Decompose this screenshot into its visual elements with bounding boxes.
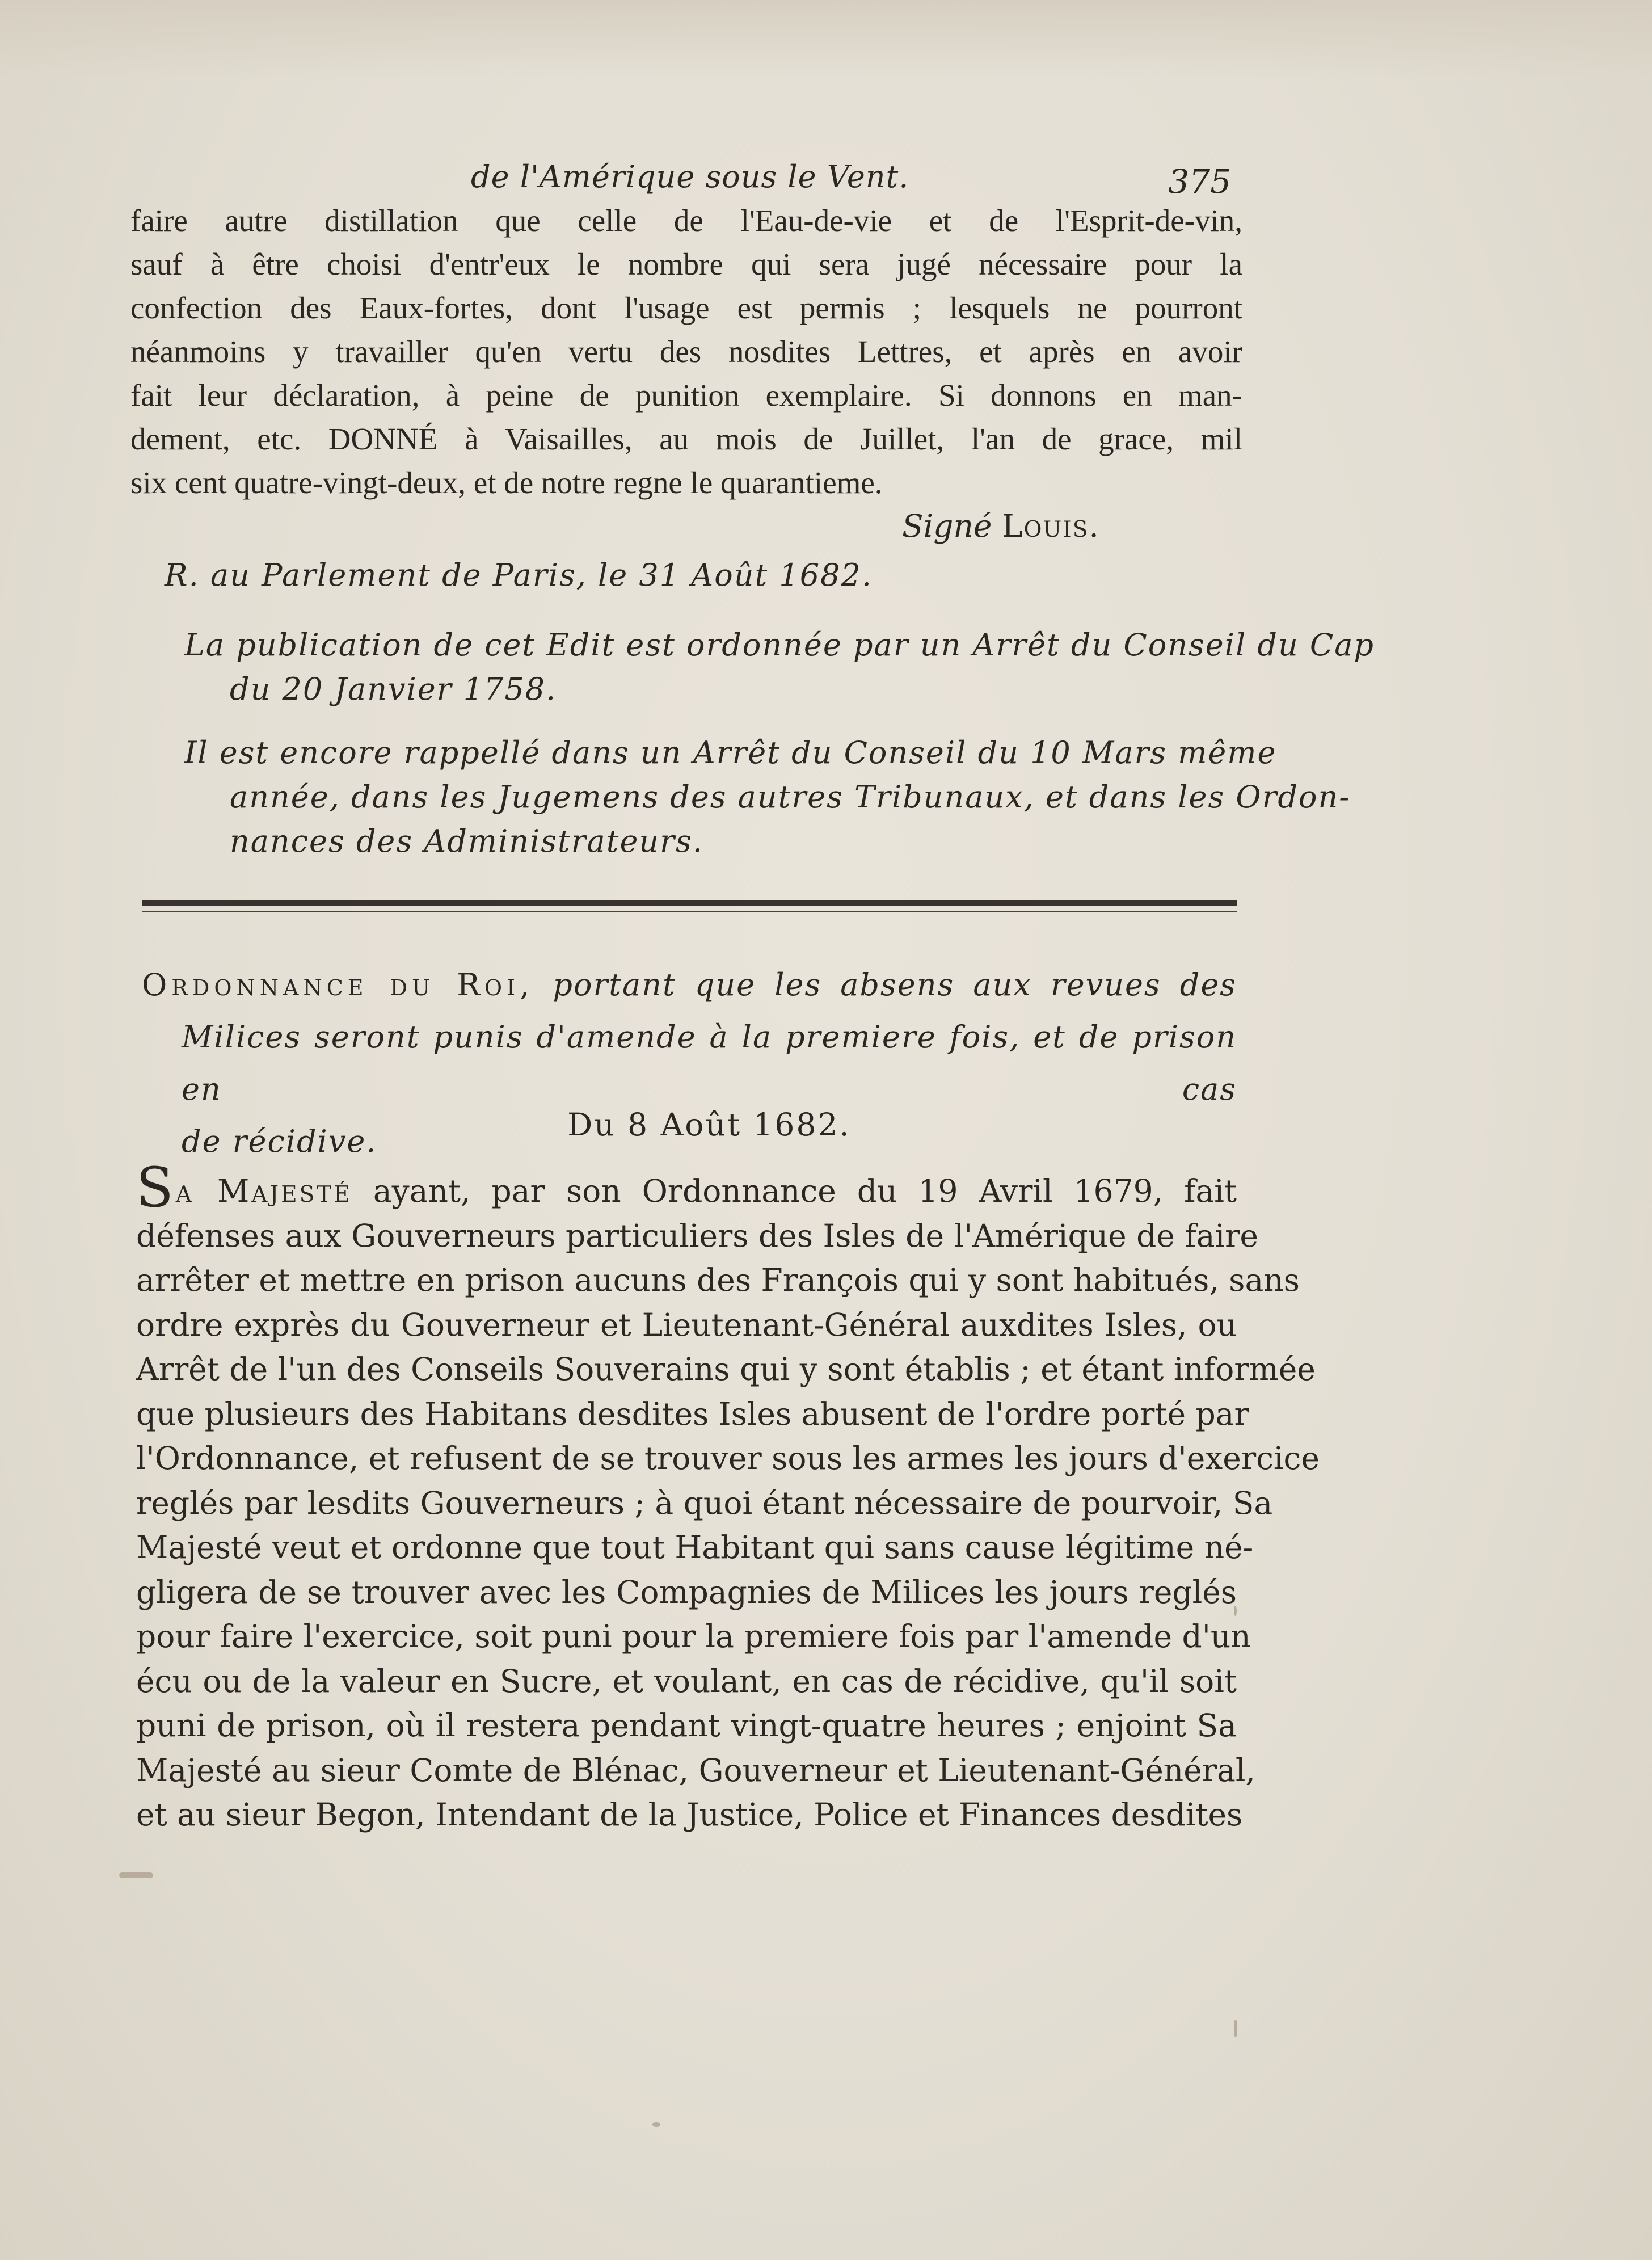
ordonnance-date: Du 8 Août 1682. xyxy=(567,1106,851,1143)
signature xyxy=(902,508,1100,544)
text-line: confection des Eaux-fortes, dont l'usage est permis ; lesquels ne pourront xyxy=(130,291,1242,325)
edit-continuation xyxy=(130,199,1242,504)
running-title: de l'Amérique sous le Vent. xyxy=(471,159,909,195)
drop-cap: S xyxy=(136,1156,174,1219)
paper-stain xyxy=(0,0,1652,79)
signature-signe: Signé xyxy=(902,508,992,544)
text-line: arrêter et mettre en prison aucuns des François qui y sont habitués, sans xyxy=(136,1262,1300,1298)
ordonnance-title-line xyxy=(142,959,1237,1011)
text-line: Majesté veut et ordonne que tout Habitant qui sans cause légitime né- xyxy=(136,1529,1254,1565)
reminder-line: nances des Administrateurs. xyxy=(230,823,703,859)
publication-line: du 20 Janvier 1758. xyxy=(230,671,557,707)
ordonnance-title-rest: portant que les absens aux revues des xyxy=(553,967,1237,1003)
ordonnance-title-smallcaps: Ordonnance du Roi, xyxy=(142,967,534,1003)
reminder-line: Il est encore rappellé dans un Arrêt du Conseil du 10 Mars même xyxy=(184,735,1277,771)
text-line xyxy=(136,1156,1237,1219)
signature-name: Louis. xyxy=(1001,508,1100,544)
text-line: fait leur déclaration, à peine de punition exemplaire. Si donnons en man- xyxy=(130,378,1242,413)
text-line: défenses aux Gouverneurs particuliers des Isles de l'Amérique de faire xyxy=(136,1217,1258,1254)
publication-note xyxy=(184,623,1375,712)
text-line: Majesté au sieur Comte de Blénac, Gouverneur et Lieutenant-Général, xyxy=(136,1752,1255,1788)
ordonnance-title-line: Milices seront punis d'amende à la premiere fois, et de prison en cas xyxy=(182,1019,1237,1107)
page-number: 375 xyxy=(1168,162,1231,201)
text-line: puni de prison, où il restera pendant vingt-quatre heures ; enjoint Sa xyxy=(136,1707,1237,1744)
text-line: et au sieur Begon, Intendant de la Justice, Police et Finances desdites xyxy=(136,1796,1243,1833)
text-line: ordre exprès du Gouverneur et Lieutenant-Général auxdites Isles, ou xyxy=(136,1306,1237,1343)
registration-note xyxy=(165,553,873,597)
reminder-line: année, dans les Jugemens des autres Tribunaux, et dans les Ordon- xyxy=(230,779,1351,815)
registration-text: R. au Parlement de Paris, le 31 Août 1682. xyxy=(165,557,873,593)
text-line: sauf à être choisi d'entr'eux le nombre qui sera jugé nécessaire pour la xyxy=(130,247,1242,281)
publication-line: La publication de cet Edit est ordonnée par un Arrêt du Conseil du Cap xyxy=(184,627,1375,663)
edit-paragraph xyxy=(130,199,1242,504)
text-line: dement, etc. DONNÉ à Vaisailles, au mois de Juillet, l'an de grace, mil xyxy=(130,422,1242,456)
text-line: écu ou de la valeur en Sucre, et voulant, en cas de récidive, qu'il soit xyxy=(136,1663,1237,1699)
reminder-note xyxy=(184,731,1351,864)
text-line: néanmoins y travailler qu'en vertu des nosdites Lettres, et après en avoir xyxy=(130,334,1242,369)
running-head xyxy=(130,159,1242,199)
text-line: six cent quatre-vingt-deux, et de notre regne le quarantieme. xyxy=(130,465,883,500)
ordonnance-body xyxy=(136,1156,1320,1837)
text-line: gligera de se trouver avec les Compagnies de Milices les jours reglés xyxy=(136,1573,1237,1610)
first-line-rest: ayant, par son Ordonnance du 19 Avril 1679, fait xyxy=(373,1173,1237,1209)
text-line: Arrêt de l'un des Conseils Souverains qui y sont établis ; et étant informée xyxy=(136,1351,1316,1387)
separator-rule-thick xyxy=(142,900,1237,906)
text-line: pour faire l'exercice, soit puni pour la premiere fois par l'amende d'un xyxy=(136,1618,1251,1655)
separator-rule-thin xyxy=(142,911,1237,912)
text-line: que plusieurs des Habitans desdites Isles abusent de l'ordre porté par xyxy=(136,1395,1249,1432)
text-line: reglés par lesdits Gouverneurs ; à quoi étant nécessaire de pourvoir, Sa xyxy=(136,1484,1273,1521)
text-line: l'Ordonnance, et refusent de se trouver sous les armes les jours d'exercice xyxy=(136,1440,1320,1476)
ordonnance-title-line: de récidive. xyxy=(182,1123,377,1159)
text-line: faire autre distillation que celle de l'Eau-de-vie et de l'Esprit-de-vin, xyxy=(130,203,1242,238)
majeste-smallcaps: a Majesté xyxy=(175,1173,352,1209)
